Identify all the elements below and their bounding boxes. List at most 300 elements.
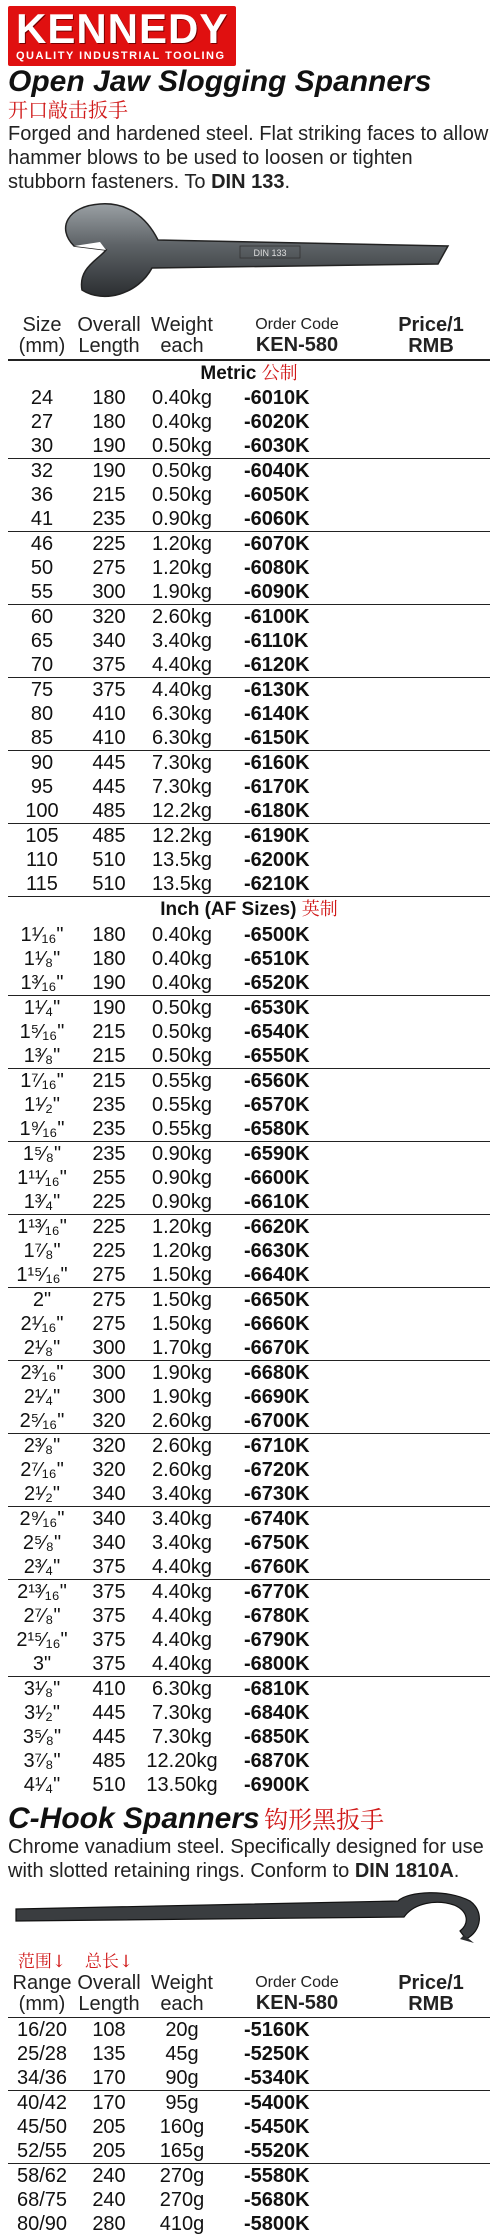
table-row xyxy=(8,947,490,971)
weight-cell: 1.20kg xyxy=(142,1214,222,1239)
product1-title-cn: 开口敲击扳手 xyxy=(8,98,128,122)
price-cell xyxy=(372,1093,490,1117)
weight-cell: 1.20kg xyxy=(151,1239,213,1262)
length-cell: 410 xyxy=(76,1676,142,1701)
length-cell: 180 xyxy=(92,923,126,946)
order-code-cell: -5800K xyxy=(244,2212,310,2235)
order-code-cell: -6900K xyxy=(244,1773,310,1796)
price-cell xyxy=(372,1482,490,1507)
order-code-cell: -6850K xyxy=(244,1725,310,1748)
col-weight2: Weight each xyxy=(151,1971,213,2015)
size-cell: 3⁷⁄₈" xyxy=(23,1749,61,1772)
table-row xyxy=(8,1044,490,1069)
size-cell: 2³⁄₈" xyxy=(8,1433,76,1458)
order-code-cell: -6600K xyxy=(244,1166,310,1189)
order-code-cell: -6200K xyxy=(244,849,310,871)
size-cell: 30 xyxy=(30,435,54,457)
length-cell: 300 xyxy=(92,581,126,603)
price-cell xyxy=(372,678,490,703)
length-cell: 215 xyxy=(92,1020,126,1043)
price-cell xyxy=(372,1579,490,1604)
weight-cell: 1.50kg xyxy=(151,1263,213,1286)
weight-cell: 7.30kg xyxy=(151,776,213,798)
price-cell xyxy=(372,2139,490,2164)
brand-name: KENNEDY xyxy=(16,5,229,52)
order-code-cell: -6590K xyxy=(222,1141,372,1166)
weight-cell: 0.55kg xyxy=(151,1093,213,1116)
price-cell xyxy=(372,1190,490,1215)
size-cell: 80 xyxy=(30,703,54,725)
order-code-cell: -6870K xyxy=(244,1749,310,1772)
price-cell xyxy=(372,1409,490,1434)
table-row xyxy=(8,1263,490,1288)
length-cell: 445 xyxy=(76,751,142,776)
table-row xyxy=(8,1409,490,1434)
order-code-cell: -6520K xyxy=(244,971,310,994)
length-cell: 190 xyxy=(92,971,126,994)
weight-cell: 0.90kg xyxy=(151,1190,213,1213)
col-weight: Weight each xyxy=(151,314,213,357)
weight-cell: 3.40kg xyxy=(151,1482,213,1505)
weight-cell: 160g xyxy=(159,2115,205,2138)
range-label: Range (mm) xyxy=(12,1971,72,2015)
kennedy-logo xyxy=(8,6,236,66)
order-code-cell: -5450K xyxy=(244,2115,310,2138)
weight-cell: 1.90kg xyxy=(151,1385,213,1408)
weight-cell: 2.60kg xyxy=(142,605,222,630)
weight-cell: 90g xyxy=(165,2066,199,2089)
length-cell: 445 xyxy=(92,1701,126,1724)
size-cell: 90 xyxy=(8,751,76,776)
col-order-code2 xyxy=(222,1951,372,2018)
order-code-cell: -6570K xyxy=(244,1093,310,1116)
price-cell xyxy=(372,1117,490,1142)
col-range xyxy=(8,1951,76,2018)
weight-cell: 4.40kg xyxy=(151,1628,213,1651)
weight-cell: 2.60kg xyxy=(151,1458,213,1481)
length-cell: 300 xyxy=(76,1360,142,1385)
table-row xyxy=(8,799,490,824)
price-cell xyxy=(372,2090,490,2115)
inch-section-header xyxy=(8,897,490,923)
order-code-cell: -6080K xyxy=(244,557,310,579)
table-row xyxy=(8,1604,490,1628)
order-code-cell: -6780K xyxy=(244,1604,310,1627)
price-cell xyxy=(372,2212,490,2236)
size-cell: 2⁷⁄₁₆" xyxy=(20,1458,64,1481)
table-row xyxy=(8,2139,490,2164)
weight-cell: 4.40kg xyxy=(151,654,213,676)
weight-cell: 20g xyxy=(142,2017,222,2042)
table-row xyxy=(8,2042,490,2066)
order-code-cell: -6710K xyxy=(222,1433,372,1458)
table-row xyxy=(8,1579,490,1604)
table-row xyxy=(8,1749,490,1773)
table-row xyxy=(8,848,490,872)
table-row xyxy=(8,1141,490,1166)
length-cell: 375 xyxy=(92,1628,126,1651)
table-row xyxy=(8,605,490,630)
order-code-prefix: KEN-580 xyxy=(255,334,339,356)
table-row xyxy=(8,1433,490,1458)
length-cell: 180 xyxy=(92,947,126,970)
length-cell: 225 xyxy=(92,1190,126,1213)
weight-cell: 0.90kg xyxy=(151,508,213,530)
price-label: Price/1 xyxy=(398,314,464,336)
order-code-cell: -6660K xyxy=(244,1312,310,1335)
price-cell xyxy=(372,532,490,557)
price-cell xyxy=(372,1701,490,1725)
order-code-cell: -6790K xyxy=(244,1628,310,1651)
table-row xyxy=(8,2017,490,2042)
table-row xyxy=(8,923,490,947)
table-row xyxy=(8,1166,490,1190)
order-code-cell: -5520K xyxy=(244,2139,310,2162)
weight-cell: 3.40kg xyxy=(151,630,213,652)
order-code-cell: -6580K xyxy=(244,1117,310,1140)
order-code-cell: -6100K xyxy=(222,605,372,630)
table-row xyxy=(8,1531,490,1555)
price-cell xyxy=(372,1263,490,1288)
size-cell: 105 xyxy=(8,824,76,849)
price-cell xyxy=(372,483,490,507)
length-cell: 255 xyxy=(92,1166,126,1189)
size-cell: 1³⁄₁₆" xyxy=(20,971,64,994)
size-cell: 1⁷⁄₈" xyxy=(23,1239,61,1262)
price-cell xyxy=(372,1773,490,1797)
table-row xyxy=(8,483,490,507)
order-code-cell: -6130K xyxy=(222,678,372,703)
weight-cell: 12.2kg xyxy=(142,824,222,849)
weight-cell: 12.20kg xyxy=(146,1749,218,1772)
weight-cell: 0.50kg xyxy=(151,484,213,506)
table-row xyxy=(8,995,490,1020)
order-code-cell: -6090K xyxy=(244,581,310,603)
product2-description xyxy=(8,1835,492,1883)
length-cell: 375 xyxy=(92,1652,126,1675)
price-cell xyxy=(372,702,490,726)
order-code-cell: -5250K xyxy=(244,2042,310,2065)
order-code-cell: -6700K xyxy=(244,1409,310,1432)
weight-cell: 0.55kg xyxy=(151,1117,213,1140)
price-cell xyxy=(372,1458,490,1482)
price-cell xyxy=(372,2163,490,2188)
inch-label-cn: 英制 xyxy=(301,898,338,920)
price-cell xyxy=(372,726,490,751)
length-cell: 300 xyxy=(92,1385,126,1408)
size-cell: 3¹⁄₂" xyxy=(24,1701,60,1724)
order-code-cell: -6640K xyxy=(244,1263,310,1286)
price-cell xyxy=(372,995,490,1020)
size-cell: 50 xyxy=(30,557,54,579)
price-unit2: RMB xyxy=(408,1992,454,2015)
weight-cell: 1.90kg xyxy=(151,581,213,603)
length-cell: 320 xyxy=(92,1458,126,1481)
size-cell: 2³⁄₄" xyxy=(23,1555,61,1578)
weight-cell: 4.40kg xyxy=(151,1604,213,1627)
size-cell: 1¹⁄₂" xyxy=(24,1093,60,1116)
order-code-label: Order Code xyxy=(255,316,339,333)
table-row xyxy=(8,1506,490,1531)
price-cell xyxy=(372,2042,490,2066)
price-cell xyxy=(372,386,490,410)
length-cell: 320 xyxy=(76,1433,142,1458)
weight-cell: 45g xyxy=(165,2042,199,2065)
order-code-cell: -6030K xyxy=(244,435,310,457)
table-row xyxy=(8,1773,490,1797)
table-row xyxy=(8,1287,490,1312)
price-cell xyxy=(372,1312,490,1336)
col-size: Size (mm) xyxy=(18,314,66,357)
size-cell: 52/55 xyxy=(16,2139,68,2162)
product2-desc-din: DIN 1810A xyxy=(354,1859,454,1882)
length-cell: 225 xyxy=(76,1214,142,1239)
length-cell: 190 xyxy=(92,435,126,457)
length-cell: 445 xyxy=(92,1725,126,1748)
table-row xyxy=(8,1093,490,1117)
price-cell xyxy=(372,971,490,996)
price-cell xyxy=(372,1725,490,1749)
order-code-cell: -6690K xyxy=(244,1385,310,1408)
table-row xyxy=(8,1360,490,1385)
table-row xyxy=(8,386,490,410)
table-row xyxy=(8,872,490,897)
col-order-code xyxy=(222,314,372,360)
weight-cell: 13.5kg xyxy=(151,849,213,871)
price-cell xyxy=(372,459,490,484)
length-cell: 375 xyxy=(92,654,126,676)
price-cell xyxy=(372,1068,490,1093)
metric-section-header xyxy=(8,360,490,386)
weight-cell: 0.50kg xyxy=(142,459,222,484)
weight-cell: 0.40kg xyxy=(151,923,213,946)
price-cell xyxy=(372,629,490,653)
length-cell: 275 xyxy=(92,557,126,579)
price-cell xyxy=(372,1360,490,1385)
size-cell: 2⁹⁄₁₆" xyxy=(8,1506,76,1531)
table-row xyxy=(8,580,490,605)
table-row xyxy=(8,2066,490,2091)
table-row xyxy=(8,1020,490,1044)
length-cell: 375 xyxy=(92,1555,126,1578)
size-cell: 25/28 xyxy=(16,2042,68,2065)
length-cell: 190 xyxy=(76,459,142,484)
price-cell xyxy=(372,410,490,434)
col-length2 xyxy=(76,1951,142,2018)
table-row xyxy=(8,824,490,849)
length-cn: 总长↓ xyxy=(84,1951,134,1972)
size-cell: 2¹⁄₁₆" xyxy=(20,1312,64,1335)
weight-cell: 0.40kg xyxy=(151,411,213,433)
weight-cell: 0.50kg xyxy=(151,1044,213,1067)
weight-cell: 410g xyxy=(159,2212,205,2235)
table-row xyxy=(8,2090,490,2115)
size-cell: 85 xyxy=(30,727,54,749)
length-cell: 135 xyxy=(92,2042,126,2065)
price-cell xyxy=(372,434,490,459)
order-code-cell: -6210K xyxy=(244,873,310,895)
size-cell: 2⁵⁄₁₆" xyxy=(19,1409,65,1432)
size-cell: 1¹⁄₄" xyxy=(8,995,76,1020)
length-cell: 340 xyxy=(92,1531,126,1554)
weight-cell: 0.50kg xyxy=(151,1020,213,1043)
order-code-cell: -6800K xyxy=(244,1652,310,1675)
size-cell: 32 xyxy=(8,459,76,484)
price-cell xyxy=(372,1506,490,1531)
weight-cell: 7.30kg xyxy=(151,1725,213,1748)
order-code-cell: -6550K xyxy=(244,1044,310,1067)
size-cell: 4¹⁄₄" xyxy=(23,1773,61,1796)
table-row xyxy=(8,1385,490,1409)
price-cell xyxy=(372,947,490,971)
length-cell: 108 xyxy=(76,2017,142,2042)
size-cell: 1⁹⁄₁₆" xyxy=(19,1117,65,1140)
size-cell: 110 xyxy=(26,849,58,871)
order-code-cell: -6150K xyxy=(244,727,310,749)
order-code-cell: -6180K xyxy=(244,800,310,822)
table-row xyxy=(8,532,490,557)
weight-cell: 4.40kg xyxy=(151,1652,213,1675)
length-cell: 240 xyxy=(92,2188,126,2211)
table-row xyxy=(8,1482,490,1507)
table-row xyxy=(8,1312,490,1336)
size-cell: 2¹⁄₄" xyxy=(23,1385,61,1408)
col-price2 xyxy=(372,1951,490,2018)
size-cell: 95 xyxy=(30,776,54,798)
length-cell: 320 xyxy=(76,605,142,630)
product1-desc-end: . xyxy=(284,171,291,193)
order-code-cell: -6760K xyxy=(244,1555,310,1578)
weight-cell: 270g xyxy=(142,2163,222,2188)
size-cell: 36 xyxy=(30,484,54,506)
price-cell xyxy=(372,1433,490,1458)
price-cell xyxy=(372,1652,490,1677)
length-cell: 235 xyxy=(76,1141,142,1166)
order-code-cell: -6680K xyxy=(222,1360,372,1385)
weight-cell: 12.2kg xyxy=(151,800,213,822)
order-code-cell: -6500K xyxy=(244,923,310,946)
order-code-prefix2: KEN-580 xyxy=(255,1991,339,2014)
order-code-cell: -6060K xyxy=(244,508,310,530)
length-cell: 320 xyxy=(92,1409,126,1432)
weight-cell: 95g xyxy=(142,2090,222,2115)
order-code-cell: -6650K xyxy=(222,1287,372,1312)
length-cell: 240 xyxy=(76,2163,142,2188)
order-code-cell: -6810K xyxy=(222,1676,372,1701)
order-code-label2: Order Code xyxy=(255,1973,339,1991)
weight-cell: 0.90kg xyxy=(142,1141,222,1166)
table-row xyxy=(8,1117,490,1142)
price-cell xyxy=(372,1749,490,1773)
price-cell xyxy=(372,580,490,605)
table-row xyxy=(8,2212,490,2236)
price-cell xyxy=(372,775,490,799)
length-cell: 215 xyxy=(92,484,126,506)
length-cell: 235 xyxy=(92,508,126,530)
table-row xyxy=(8,1555,490,1580)
length-cell: 235 xyxy=(92,1093,126,1116)
order-code-cell: -6740K xyxy=(222,1506,372,1531)
weight-cell: 1.50kg xyxy=(142,1287,222,1312)
price-cell xyxy=(372,507,490,532)
slogging-spanner-image xyxy=(8,198,488,310)
order-code-cell: -6510K xyxy=(244,947,310,970)
order-code-cell: -6160K xyxy=(222,751,372,776)
weight-cell: 6.30kg xyxy=(151,727,213,749)
table-row xyxy=(8,1336,490,1361)
col-length: Overall Length xyxy=(77,314,141,357)
price-cell xyxy=(372,848,490,872)
table-row xyxy=(8,1652,490,1677)
order-code-cell: -5340K xyxy=(244,2066,310,2089)
size-cell: 2" xyxy=(8,1287,76,1312)
table-row xyxy=(8,1214,490,1239)
size-cell: 70 xyxy=(30,654,54,676)
price-cell xyxy=(372,605,490,630)
length-cell: 205 xyxy=(92,2139,126,2162)
order-code-cell: -6630K xyxy=(244,1239,310,1262)
length-cell: 445 xyxy=(92,776,126,798)
size-cell: 68/75 xyxy=(16,2188,68,2211)
table-row xyxy=(8,1725,490,1749)
table-row xyxy=(8,1239,490,1263)
size-cell: 2⁵⁄₈" xyxy=(22,1531,62,1554)
length-label: Overall Length xyxy=(77,1971,141,2015)
table-row xyxy=(8,1628,490,1652)
price-cell xyxy=(372,1531,490,1555)
size-cell: 27 xyxy=(30,411,54,433)
size-cell: 1³⁄₈" xyxy=(23,1044,61,1067)
length-cell: 510 xyxy=(92,873,126,895)
table-row xyxy=(8,1701,490,1725)
order-code-cell: -6770K xyxy=(222,1579,372,1604)
price-cell xyxy=(372,2188,490,2212)
size-cell: 80/90 xyxy=(16,2212,68,2235)
product2-title-row xyxy=(8,1803,492,1835)
size-cell: 3¹⁄₈" xyxy=(8,1676,76,1701)
weight-cell: 0.55kg xyxy=(142,1068,222,1093)
weight-cell: 0.90kg xyxy=(151,1166,213,1189)
size-cell: 2¹⁵⁄₁₆" xyxy=(16,1628,68,1651)
order-code-cell: -6190K xyxy=(222,824,372,849)
table-row xyxy=(8,2163,490,2188)
order-code-cell: -6070K xyxy=(222,532,372,557)
table-row xyxy=(8,507,490,532)
order-code-cell: -6750K xyxy=(244,1531,310,1554)
weight-cell: 13.50kg xyxy=(146,1773,218,1796)
length-cell: 375 xyxy=(92,1604,126,1627)
table-row xyxy=(8,751,490,776)
size-cell: 1⁷⁄₁₆" xyxy=(8,1068,76,1093)
size-cell: 2³⁄₁₆" xyxy=(8,1360,76,1385)
weight-cell: 13.5kg xyxy=(151,873,213,895)
length-cell: 340 xyxy=(92,630,126,652)
table-row xyxy=(8,1190,490,1215)
table-row xyxy=(8,726,490,751)
length-cell: 275 xyxy=(76,1287,142,1312)
price-cell xyxy=(372,1604,490,1628)
weight-cell: 4.40kg xyxy=(151,1555,213,1578)
order-code-cell: -6540K xyxy=(244,1020,310,1043)
weight-cell: 7.30kg xyxy=(142,751,222,776)
product1-desc-text: Forged and hardened steel. Flat striking faces to allow hammer blows to be used to loosen or tighten stubborn fasteners. To xyxy=(8,123,489,193)
length-cell: 215 xyxy=(92,1044,126,1067)
weight-cell: 0.50kg xyxy=(142,995,222,1020)
weight-cell: 6.30kg xyxy=(151,703,213,725)
length-cell: 280 xyxy=(92,2212,126,2235)
weight-cell: 1.20kg xyxy=(142,532,222,557)
slogging-spanner-table xyxy=(8,314,490,1797)
